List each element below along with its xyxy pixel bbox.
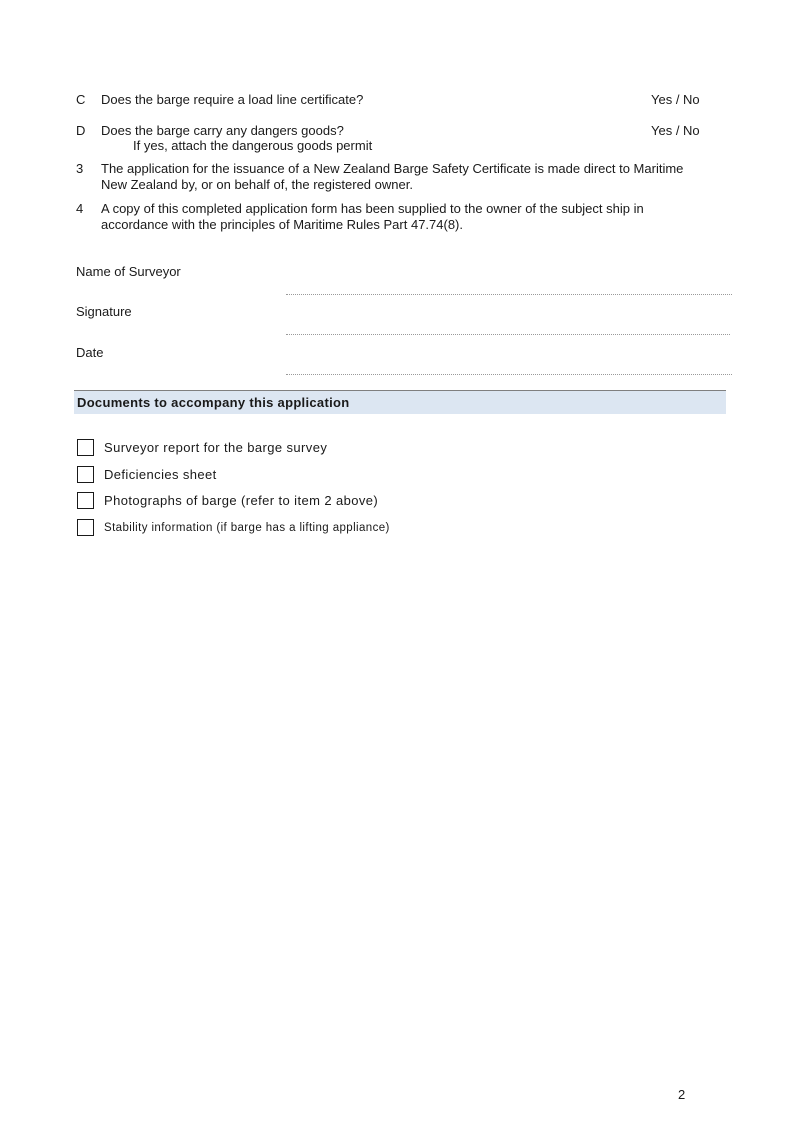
document-label-photographs: Photographs of barge (refer to item 2 above) [104, 493, 379, 508]
item-4-line1: A copy of this completed application form has been supplied to the owner of the subject ship in [101, 201, 644, 216]
document-label-surveyor-report: Surveyor report for the barge survey [104, 440, 328, 455]
checkbox-icon[interactable] [77, 439, 94, 456]
signature-field[interactable] [286, 334, 730, 335]
checkbox-icon[interactable] [77, 466, 94, 483]
item-3-line1: The application for the issuance of a New Zealand Barge Safety Certificate is made direct to Maritime [101, 161, 684, 176]
document-label-deficiencies: Deficiencies sheet [104, 467, 217, 482]
question-c-answer[interactable]: Yes / No [651, 92, 700, 107]
document-label-stability: Stability information (if barge has a lifting appliance) [104, 522, 390, 534]
question-c-label: C [76, 92, 86, 107]
question-d-text: Does the barge carry any dangers goods? [101, 123, 344, 138]
surveyor-name-label: Name of Surveyor [76, 264, 181, 279]
checkbox-icon[interactable] [77, 519, 94, 536]
question-d-answer[interactable]: Yes / No [651, 123, 700, 138]
signature-label: Signature [76, 304, 132, 319]
item-4-line2: accordance with the principles of Maritime Rules Part 47.74(8). [101, 217, 463, 232]
question-d-label: D [76, 123, 86, 138]
item-4-number: 4 [76, 201, 84, 216]
date-field[interactable] [286, 374, 732, 375]
date-label: Date [76, 345, 104, 360]
surveyor-name-field[interactable] [286, 294, 732, 295]
documents-section-title: Documents to accompany this application [77, 395, 350, 410]
checkbox-icon[interactable] [77, 492, 94, 509]
page-number: 2 [678, 1087, 686, 1102]
documents-section-header [74, 390, 726, 414]
question-c-text: Does the barge require a load line certificate? [101, 92, 364, 107]
item-3-number: 3 [76, 161, 84, 176]
question-d-note: If yes, attach the dangerous goods permit [133, 138, 373, 153]
item-3-line2: New Zealand by, or on behalf of, the registered owner. [101, 177, 413, 192]
